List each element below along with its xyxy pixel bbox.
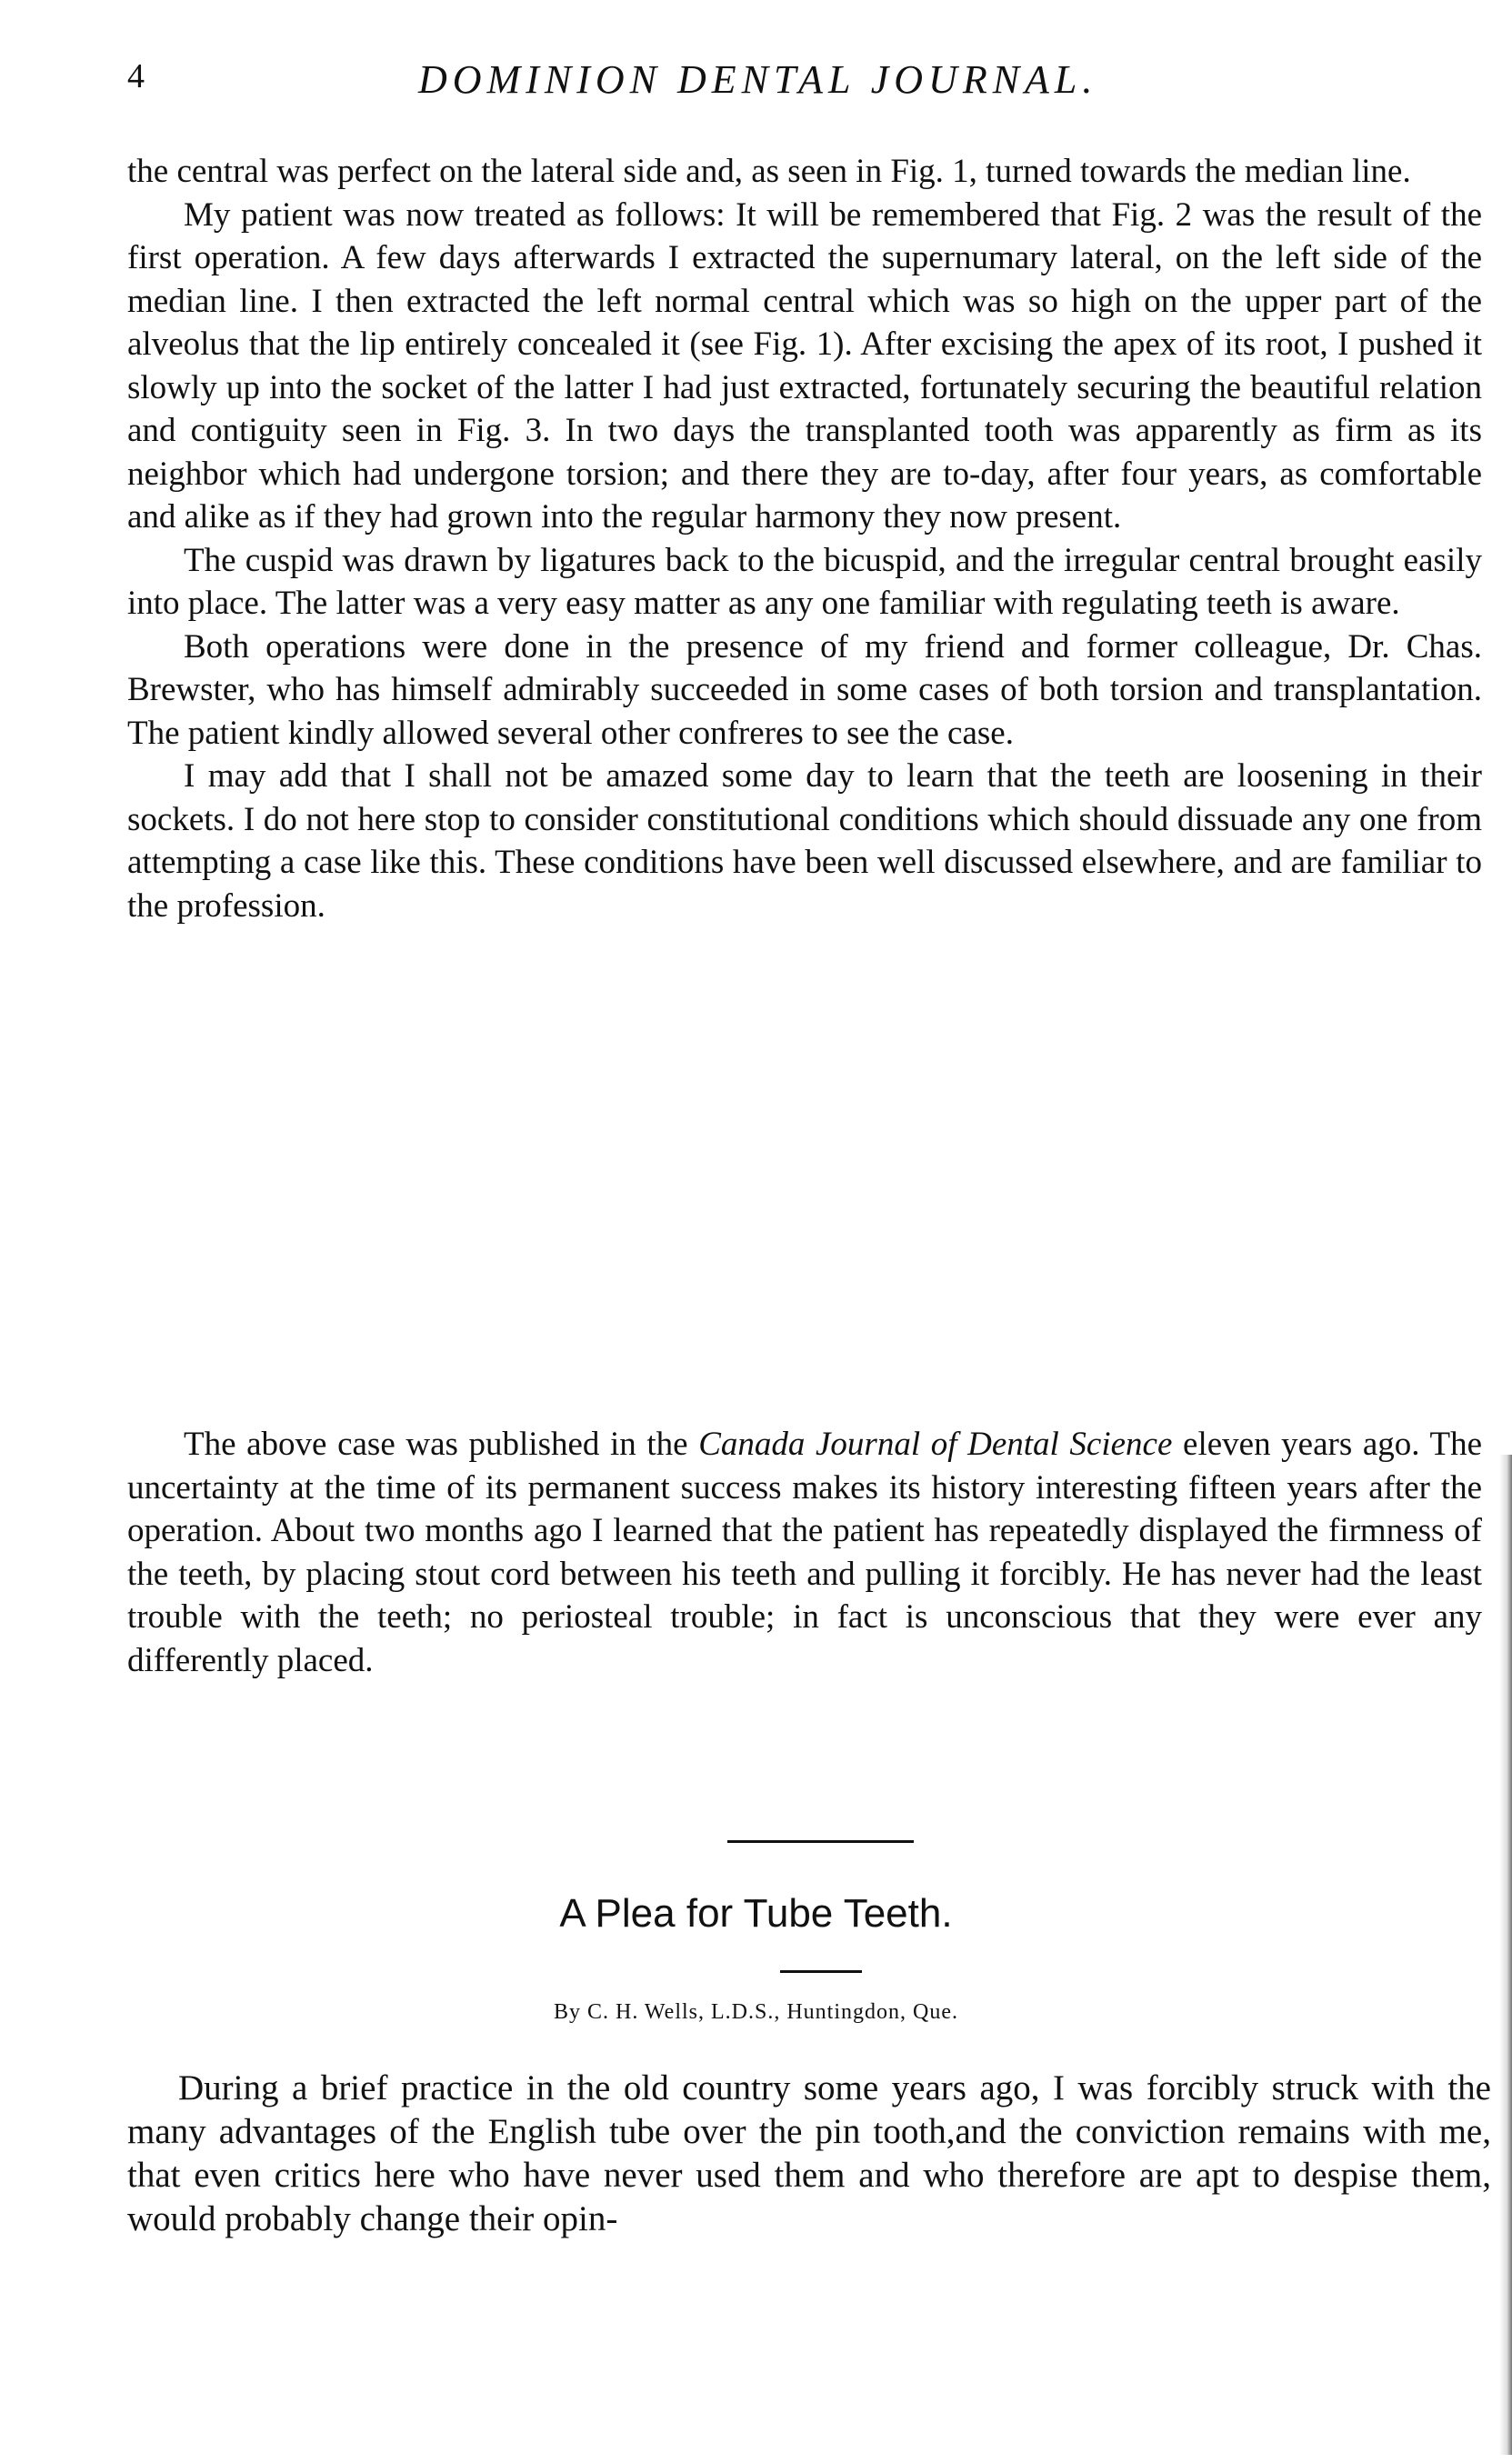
page-header (127, 56, 1418, 111)
paragraph: My patient was now treated as follows: It will be remembered that Fig. 2 was the result of the first operation. A few days afterwards I extracted the supernumary lateral, on the left side of the median line. I then extracted the left normal central which was so high on the upper part of the alveolus that the lip entirely concealed it (see Fig. 1). After excising the apex of its root, I pushed it slowly up into the socket of the latter I had just extracted, fortunately securing the beautiful relation and contiguity seen in Fig. 3. In two days the transplanted tooth was apparently as firm as its neighbor which had undergone torsion; and there they are to-day, after four years, as comfortable and alike as if they had grown into the regular harmony they now present. (127, 195, 1482, 536)
article-body (127, 2067, 1491, 2241)
byline: By C. H. Wells, L.D.S., Huntingdon, Que. (554, 2000, 958, 2024)
article-continuation (127, 150, 1482, 927)
page-number: 4 (127, 57, 145, 95)
running-head: DOMINION DENTAL JOURNAL. (418, 57, 1098, 102)
note-text-after: eleven years ago. The uncertainty at the time of its permanent success makes its history interesting fifteen years after the operation. About two months ago I learned that the patient has repeatedly displayed the firmness of the teeth, by placing stout cord between his teeth and pulling it forcibly. He has never had the least trouble with the teeth; no periosteal trouble; in fact is unconscious that they were ever any differently placed. (127, 1426, 1482, 1679)
note-paragraph (127, 1423, 1482, 1682)
note-text-before: The above case was published in the (184, 1426, 699, 1463)
paragraph: I may add that I shall not be amazed some day to learn that the teeth are loosening in their sockets. I do not here stop to consider constitutional conditions which should dissuade any one from attempting a case like this. These conditions have been well discussed elsewhere, and are familiar to the profession. (127, 757, 1482, 925)
paragraph: The cuspid was drawn by ligatures back to the bicuspid, and the irregular central brought easily into place. The latter was a very easy matter as any one familiar with regulating teeth is aware. (127, 541, 1482, 622)
article-title: A Plea for Tube Teeth. (559, 1891, 953, 1936)
editorial-note (127, 1423, 1482, 1682)
journal-title: Canada Journal of Dental Science (698, 1426, 1173, 1463)
paragraph: the central was perfect on the lateral side and, as seen in Fig. 1, turned towards the median line. (127, 153, 1411, 190)
scan-edge-shadow (1499, 1455, 1512, 2455)
paragraph: Both operations were done in the presence of my friend and former colleague, Dr. Chas. Brewster, who has himself admirably succeeded in some cases of both torsion and transplantation. The patient kindly allowed several other confreres to see the case. (127, 627, 1482, 752)
paragraph: During a brief practice in the old country some years ago, I was forcibly struck with the many advantages of the English tube over the pin tooth,and the conviction remains with me, that even critics here who have never used them and who therefore are apt to despise them, would probably change their opin- (127, 2068, 1491, 2238)
section-divider (727, 1840, 914, 1843)
title-rule (780, 1970, 862, 1973)
